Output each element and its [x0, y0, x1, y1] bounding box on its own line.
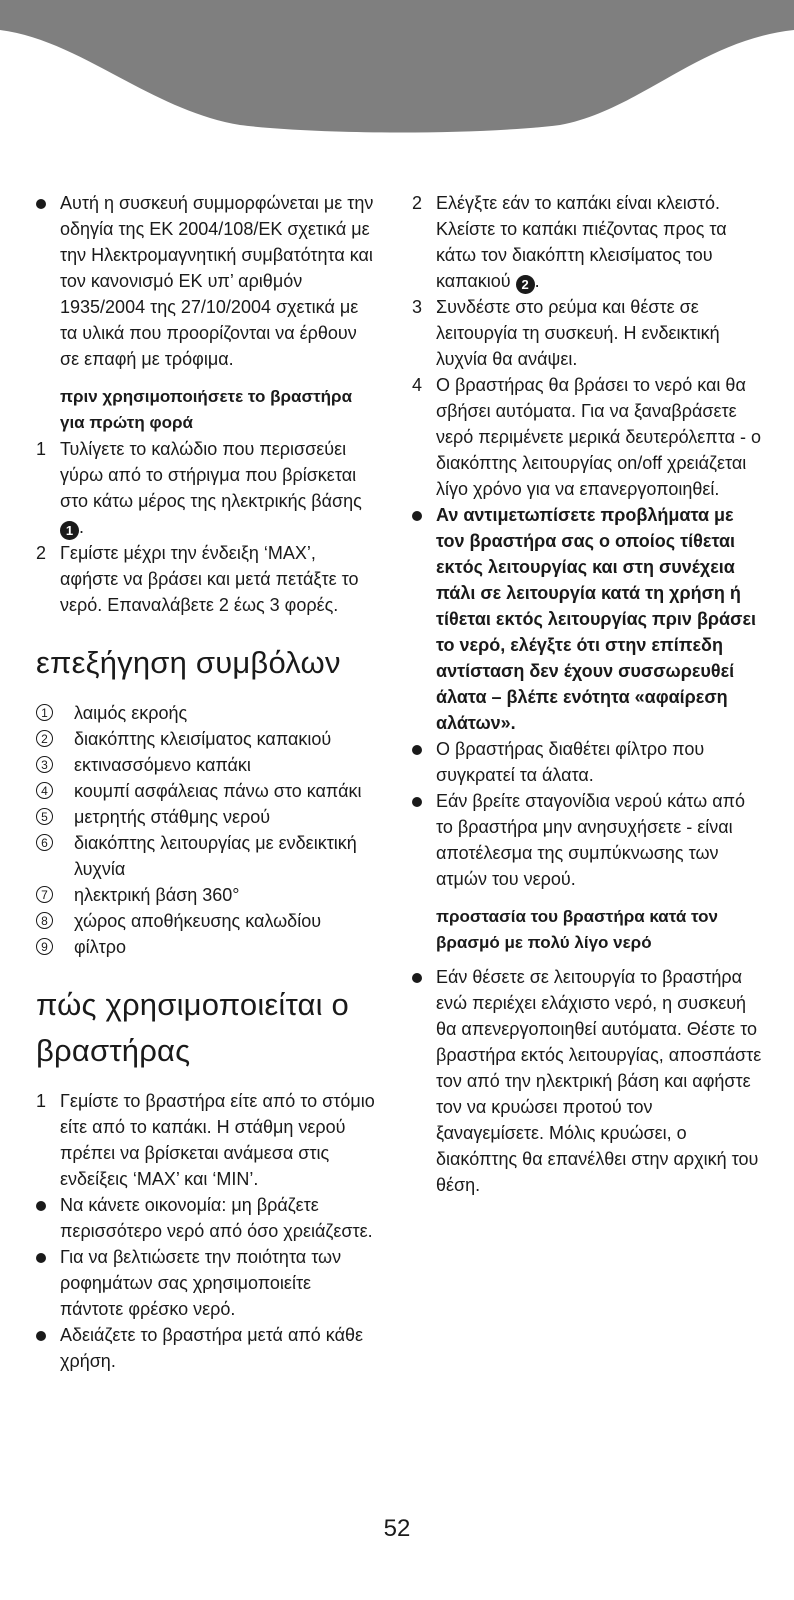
warning-bullet: [412, 502, 762, 736]
first-use-step: [36, 436, 378, 540]
symbol-text: κουμπί ασφάλειας πάνω στο καπάκι: [74, 781, 362, 801]
step-text: Συνδέστε στο ρεύμα και θέστε σε λειτουργία τη συσκευή. Η ενδεικτική λυχνία θα ανάψει.: [436, 297, 720, 369]
bullet-text: Να κάνετε οικονομία: μη βράζετε περισσότερο νερό από όσο χρειάζεστε.: [60, 1195, 373, 1241]
bullet-marker: [412, 788, 422, 814]
step-number: 1: [36, 439, 47, 459]
symbol-item: [36, 830, 378, 882]
symbol-text: φίλτρο: [74, 937, 127, 957]
circled-number-icon: 1: [36, 704, 53, 721]
info-bullet: [412, 788, 762, 892]
usage-step: [412, 190, 762, 294]
symbol-item: [36, 804, 378, 830]
info-bullet: [412, 736, 762, 788]
step-number: 2: [412, 193, 423, 213]
symbol-item: [36, 726, 378, 752]
bullet-text: Εάν θέσετε σε λειτουργία το βραστήρα ενώ περιέχει ελάχιστο νερό, η συσκευή θα απενεργοποιηθεί αυτόματα. Θέστε το βραστήρα εκτός λειτουργίας, αποσπάστε τον από την ηλεκτρική βάση και αφήστε τον να κρυώσει προτού τον ξαναγεμίσετε. Μόλις κρυώσει, ο διακόπτης θα επανέλθει στην αρχική του θέση.: [436, 967, 762, 1195]
step-number: 3: [412, 297, 423, 317]
usage-step: [36, 1088, 378, 1192]
symbol-item: [36, 778, 378, 804]
first-use-step: [36, 540, 378, 618]
page-number: 52: [383, 1515, 411, 1542]
symbol-text: διακόπτης λειτουργίας με ενδεικτική λυχνία: [74, 833, 357, 879]
symbol-text: μετρητής στάθμης νερού: [74, 807, 271, 827]
bullet-marker: [36, 1244, 46, 1270]
step-number: 4: [412, 375, 423, 395]
usage-bullet: [36, 1192, 378, 1244]
circled-number-icon: 9: [36, 938, 53, 955]
step-text: Γεμίστε μέχρι την ένδειξη ‘MAX’, αφήστε να βράσει και μετά πετάξτε το νερό. Επαναλάβετε 2 έως 3 φορές.: [60, 543, 359, 615]
bullet-text: Ο βραστήρας διαθέτει φίλτρο που συγκρατεί τα άλατα.: [436, 739, 705, 785]
symbols-list: [36, 700, 378, 960]
symbol-text: εκτινασσόμενο καπάκι: [74, 755, 251, 775]
symbol-text: ηλεκτρική βάση 360°: [74, 885, 240, 905]
circled-number-icon: 8: [36, 912, 53, 929]
circled-number-icon: 2: [36, 730, 53, 747]
bullet-marker: [36, 1322, 46, 1348]
bullet-marker: [412, 502, 422, 528]
circled-number-icon: 7: [36, 886, 53, 903]
step-number: 1: [36, 1091, 47, 1111]
circled-number-icon: 6: [36, 834, 53, 851]
dry-boil-heading: προστασία του βραστήρα κατά τον βρασμό με πολύ λίγο νερό: [436, 907, 718, 952]
usage-step: [412, 294, 762, 372]
usage-step: [412, 372, 762, 502]
symbol-item: [36, 752, 378, 778]
step-text: Τυλίγετε το καλώδιο που περισσεύει γύρω από το στήριγμα που βρίσκεται στο κάτω μέρος της ηλεκτρικής βάσης: [60, 439, 362, 511]
bullet-text: Για να βελτιώσετε την ποιότητα των ροφημάτων σας χρησιμοποιείτε πάντοτε φρέσκο νερό.: [60, 1247, 342, 1319]
symbols-section-title: επεξήγηση συμβόλων: [36, 645, 341, 680]
bullet-marker: [412, 964, 422, 990]
bullet-text: Εάν βρείτε σταγονίδια νερού κάτω από το βραστήρα μην ανησυχήσετε - είναι αποτέλεσμα της συμπύκνωσης των ατμών του νερού.: [436, 791, 746, 889]
bullet-marker: [36, 190, 46, 216]
left-column: [36, 190, 378, 1374]
symbol-item: [36, 700, 378, 726]
dry-boil-bullet: [412, 964, 762, 1198]
step-number: 2: [36, 543, 47, 563]
symbol-text: χώρος αποθήκευσης καλωδίου: [74, 911, 322, 931]
step-text-end: .: [534, 271, 540, 291]
symbol-text: διακόπτης κλεισίματος καπακιού: [74, 729, 332, 749]
circled-number-icon: 4: [36, 782, 53, 799]
step-text: Γεμίστε το βραστήρα είτε από το στόμιο είτε από το καπάκι. Η στάθμη νερού πρέπει να βρίσκεται ανάμεσα στις ενδείξεις ‘MAX’ και ‘MIN’.: [60, 1091, 375, 1189]
header-wave-shape: [0, 0, 794, 133]
step-text-end: .: [79, 517, 85, 537]
header-band: [0, 0, 794, 140]
usage-section-title: πώς χρησιμοποιείται ο βραστήρας: [36, 987, 349, 1068]
symbol-item: [36, 908, 378, 934]
bullet-marker: [412, 736, 422, 762]
bullet-marker: [36, 1192, 46, 1218]
figure-reference-icon: 2: [516, 275, 535, 294]
right-column: [412, 190, 762, 1198]
usage-bullet: [36, 1244, 378, 1322]
bullet-text: Αδειάζετε το βραστήρα μετά από κάθε χρήση.: [60, 1325, 364, 1371]
symbol-item: [36, 882, 378, 908]
symbol-text: λαιμός εκροής: [74, 703, 188, 723]
circled-number-icon: 5: [36, 808, 53, 825]
usage-bullet: [36, 1322, 378, 1374]
step-text: Ελέγξτε εάν το καπάκι είναι κλειστό. Κλείστε το καπάκι πιέζοντας προς τα κάτω τον διακόπτη κλεισίματος του καπακιού: [436, 193, 727, 291]
warning-text: Αν αντιμετωπίσετε προβλήματα με τον βραστήρα σας ο οποίος τίθεται εκτός λειτουργίας και στη συνέχεια πάλι σε λειτουργία κατά τη χρήση ή τίθεται εκτός λειτουργίας πριν βράσει το νερό, ελέγξτε ότι στην επίπεδη αντίσταση δεν έχουν συσσωρευθεί άλατα – βλέπε ενότητα «αφαίρεση αλάτων».: [436, 505, 756, 733]
before-first-use-heading: πριν χρησιμοποιήσετε το βραστήρα για πρώτη φορά: [60, 387, 353, 432]
circled-number-icon: 3: [36, 756, 53, 773]
symbol-item: [36, 934, 378, 960]
intro-bullet: [36, 190, 378, 372]
figure-reference-icon: 1: [60, 521, 79, 540]
intro-bullet-text: Αυτή η συσκευή συμμορφώνεται με την οδηγία της ΕΚ 2004/108/ΕΚ σχετικά με την Ηλεκτρομαγνητική συμβατότητα και τον κανονισμό ΕΚ υπ’ αριθμόν 1935/2004 της 27/10/2004 σχετικά με τα υλικά που προορίζονται να έρθουν σε επαφή με τρόφιμα.: [60, 193, 374, 369]
step-text: Ο βραστήρας θα βράσει το νερό και θα σβήσει αυτόματα. Για να ξαναβράσετε νερό περιμένετε μερικά δευτερόλεπτα - ο διακόπτης λειτουργίας on/off χρειάζεται λίγο χρόνο για να επανεργοποιηθεί.: [436, 375, 761, 499]
